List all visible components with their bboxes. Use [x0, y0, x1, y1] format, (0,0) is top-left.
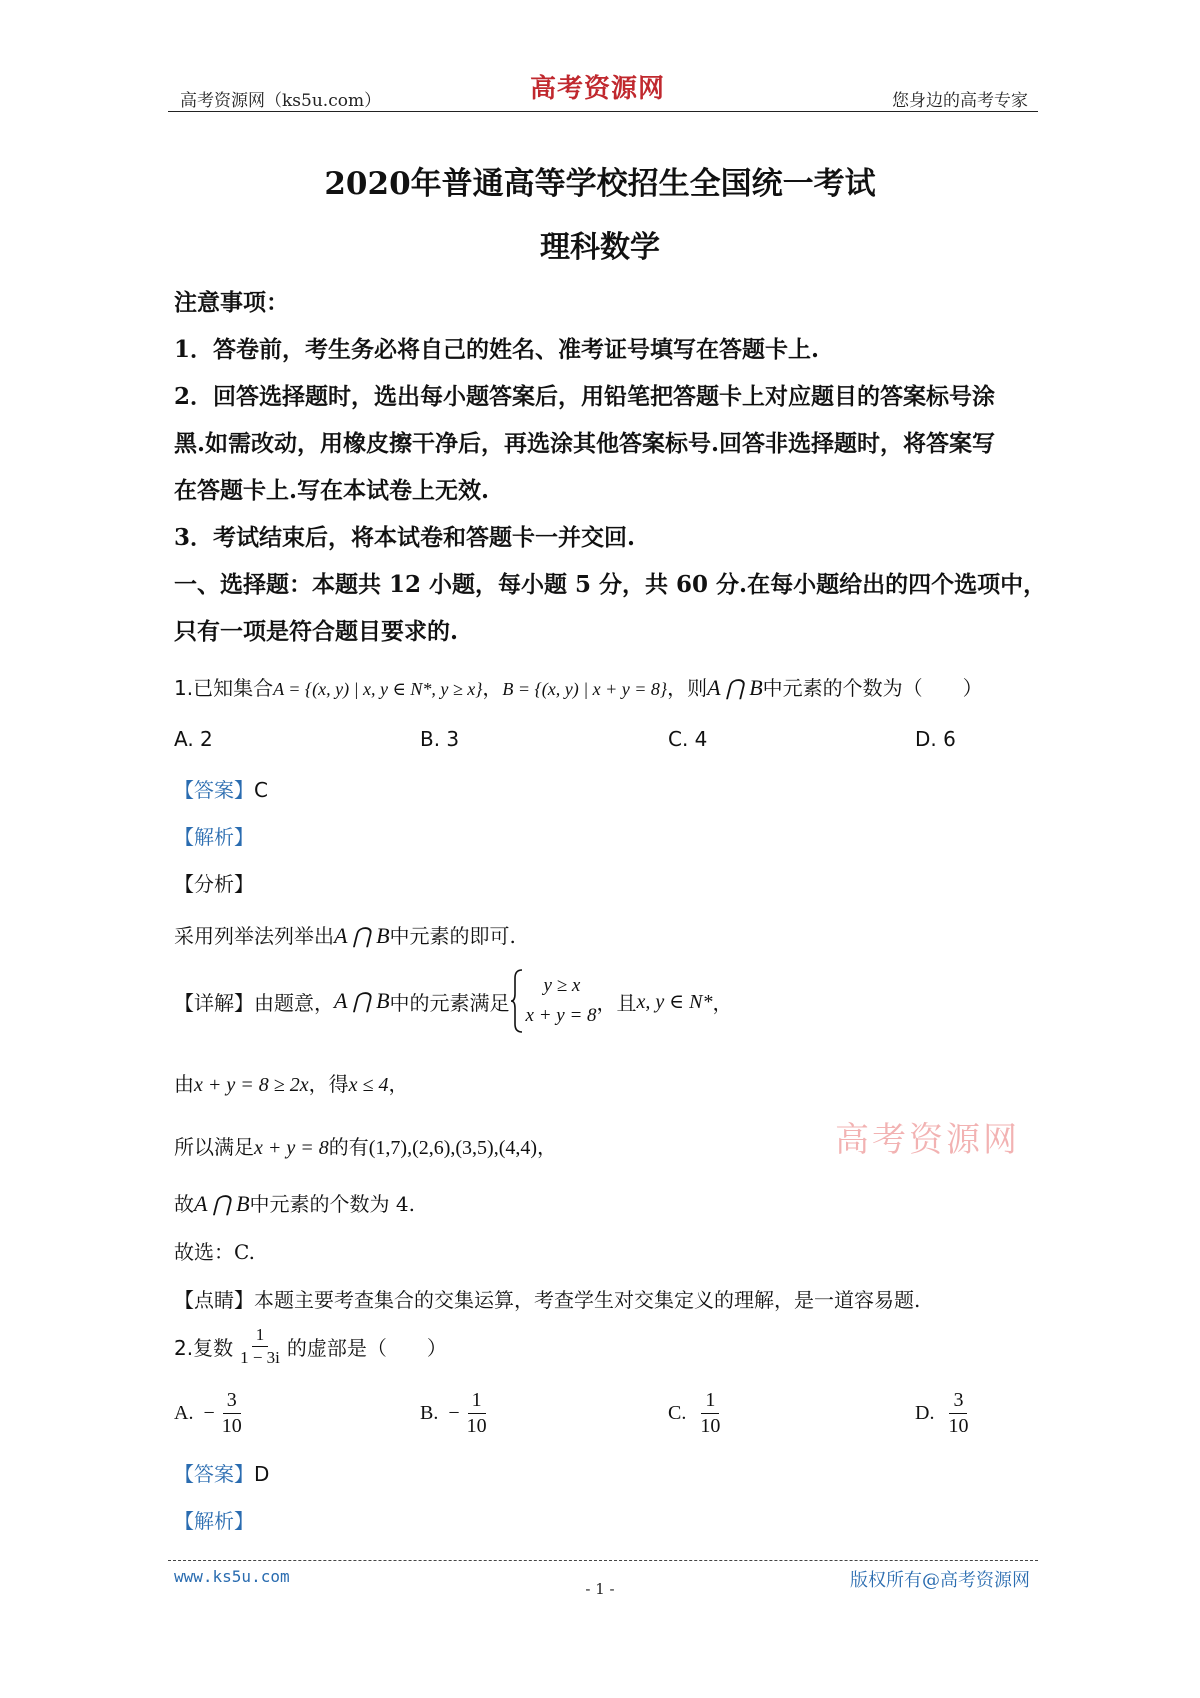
q1-step1-end: ，: [388, 1072, 409, 1096]
q1-system-row-1: y ≥ x: [543, 974, 581, 996]
q2-option-b-den: 10: [466, 1415, 487, 1437]
q2-option-d: [915, 1390, 975, 1437]
note-1: 1．答卷前，考生务必将自己的姓名、准考证号填写在答题卡上.: [174, 336, 820, 363]
q1-step2-end: ，: [537, 1135, 558, 1159]
q2-option-b: [420, 1390, 494, 1437]
q1-detail-post-text: ，且: [596, 990, 637, 1015]
q1-detail-tag: 【详解】: [174, 990, 254, 1015]
q2-suffix: 的虚部是（ ）: [286, 1335, 447, 1360]
q1-analysis-tag: 【解析】: [174, 825, 254, 849]
q1-step2-math: x + y = 8: [254, 1137, 329, 1159]
q2-option-a-label: A.: [174, 1402, 194, 1424]
q2-option-b-fraction: [463, 1390, 491, 1437]
q1-dianjing: [174, 1284, 920, 1313]
q2-option-d-fraction: [944, 1390, 972, 1437]
q2-option-d-num: 3: [949, 1390, 967, 1414]
footer-site-link[interactable]: www.ks5u.com: [174, 1567, 290, 1586]
q1-step-2: [174, 1131, 557, 1160]
note-2-line-2: 黑.如需改动，用橡皮擦干净后，再选涂其他答案标号.回答非选择题时，将答案写: [174, 430, 996, 457]
note-3: 3．考试结束后，将本试卷和答题卡一并交回.: [174, 524, 636, 551]
q2-option-c-fraction: [696, 1390, 724, 1437]
section-heading-line-1: 一、选择题：本题共 12 小题，每小题 5 分，共 60 分.在每小题给出的四个选项中，: [174, 571, 1047, 598]
q1-method-intersection: A ⋂ B: [334, 923, 390, 948]
q1-detail-pre: 由题意，: [254, 990, 334, 1015]
q1-suffix: 中元素的个数为（ ）: [762, 676, 983, 700]
q1-answer-value: C: [254, 778, 268, 802]
q2-option-b-label: B.: [420, 1402, 439, 1424]
q1-option-d: D. 6: [915, 727, 956, 751]
note-2-line-3: 在答题卡上.写在本试卷上无效.: [174, 477, 490, 504]
q1-step3-intersection: A ⋂ B: [194, 1191, 250, 1216]
q1-option-b: B. 3: [420, 727, 460, 751]
q1-step1-mid: ，得: [308, 1072, 349, 1096]
q2-answer-value: D: [254, 1462, 270, 1486]
q2-option-d-label: D.: [915, 1402, 935, 1424]
footer-rule: [168, 1560, 1038, 1561]
q2-option-b-sign: −: [448, 1402, 460, 1424]
q2-option-c: [668, 1390, 727, 1437]
q2-fraction-den: 1 − 3i: [240, 1347, 280, 1367]
q1-intersection: A ⋂ B: [707, 675, 763, 700]
q1-set-a: A = {(x, y) | x, y ∈ N*, y ≥ x}: [273, 679, 483, 699]
q2-option-c-num: 1: [701, 1390, 719, 1414]
q2-fraction: [236, 1326, 284, 1367]
q1-system-row-2: x + y = 8: [525, 1005, 597, 1026]
q2-prefix: 2.复数: [174, 1335, 234, 1360]
q1-step2-points: (1,7),(2,6),(3,5),(4,4): [368, 1137, 538, 1159]
watermark: 高考资源网: [835, 1120, 1020, 1160]
q1-answer: [174, 774, 268, 803]
footer-copyright: 版权所有@高考资源网: [850, 1570, 1030, 1591]
q1-step2-mid: 的有: [328, 1135, 369, 1159]
q1-prefix: 1.已知集合: [174, 676, 274, 700]
header-slogan: 您身边的高考专家: [892, 91, 1028, 111]
q1-answer-tag: 【答案】: [174, 778, 254, 802]
q2-answer-tag: 【答案】: [174, 1462, 254, 1486]
q1-option-a: A. 2: [174, 727, 213, 751]
section-heading-line-2: 只有一项是符合题目要求的.: [174, 618, 459, 645]
q2-option-c-label: C.: [668, 1402, 687, 1424]
q1-set-b: B = {(x, y) | x + y = 8}: [502, 679, 668, 699]
header-site-name: 高考资源网（ks5u.com）: [180, 91, 382, 111]
q1-mid: ，则: [667, 676, 708, 700]
q1-detail: [174, 968, 732, 1034]
header-logo: 高考资源网: [530, 74, 666, 104]
q1-detail-end: ，: [712, 990, 733, 1015]
q2-option-a-sign: −: [203, 1402, 215, 1424]
q1-option-c: C. 4: [668, 727, 708, 751]
q1-fenxi-tag: 【分析】: [174, 872, 254, 896]
question-1-stem: [174, 672, 983, 701]
q1-dianjing-text: 本题主要考查集合的交集运算，考查学生对交集定义的理解，是一道容易题.: [254, 1288, 921, 1312]
exam-subtitle: 理科数学: [540, 230, 660, 265]
q2-option-a-fraction: [218, 1390, 246, 1437]
header-rule: [168, 111, 1038, 112]
q1-step-3: [174, 1188, 415, 1217]
q1-step1-math2: x ≤ 4: [348, 1074, 389, 1096]
q2-fraction-num: 1: [252, 1326, 269, 1347]
q1-step3-pre: 故: [174, 1192, 194, 1216]
q1-system: [526, 971, 597, 1032]
q1-step1-math: x + y = 8 ≥ 2x: [194, 1074, 309, 1096]
q2-option-a-den: 10: [221, 1415, 242, 1437]
q2-analysis-tag: 【解析】: [174, 1509, 254, 1533]
exam-title: 2020年普通高等学校招生全国统一考试: [324, 166, 876, 202]
page-number: - 1 -: [585, 1580, 615, 1598]
q1-dianjing-tag: 【点睛】: [174, 1288, 254, 1312]
q1-detail-intersection: A ⋂ B: [334, 988, 390, 1013]
q1-step-1: [174, 1068, 408, 1097]
q2-option-c-den: 10: [700, 1415, 721, 1437]
q1-sep: ，: [482, 676, 503, 700]
q1-detail-post-math: x, y ∈ N*: [636, 990, 713, 1013]
q2-option-b-num: 1: [468, 1390, 486, 1414]
q2-answer: [174, 1458, 269, 1487]
note-2-line-1: 2．回答选择题时，选出每小题答案后，用铅笔把答题卡上对应题目的答案标号涂: [174, 383, 996, 410]
q1-choose: 故选：C.: [174, 1240, 255, 1264]
q1-step1-pre: 由: [174, 1072, 194, 1096]
q1-step3-post: 中元素的个数为 4.: [249, 1192, 415, 1216]
q2-option-d-den: 10: [948, 1415, 969, 1437]
notes-heading: 注意事项：: [174, 289, 289, 316]
q1-detail-mid: 中的元素满足: [389, 990, 510, 1015]
q1-method-pre: 采用列举法列举出: [174, 924, 334, 948]
q2-option-a-num: 3: [223, 1390, 241, 1414]
q1-method-post: 中元素的即可.: [389, 924, 516, 948]
q2-option-a: [174, 1390, 249, 1437]
q1-step2-pre: 所以满足: [174, 1135, 254, 1159]
left-brace-icon: [510, 968, 524, 1034]
question-2-stem: [174, 1326, 447, 1367]
q1-method: [174, 920, 516, 949]
